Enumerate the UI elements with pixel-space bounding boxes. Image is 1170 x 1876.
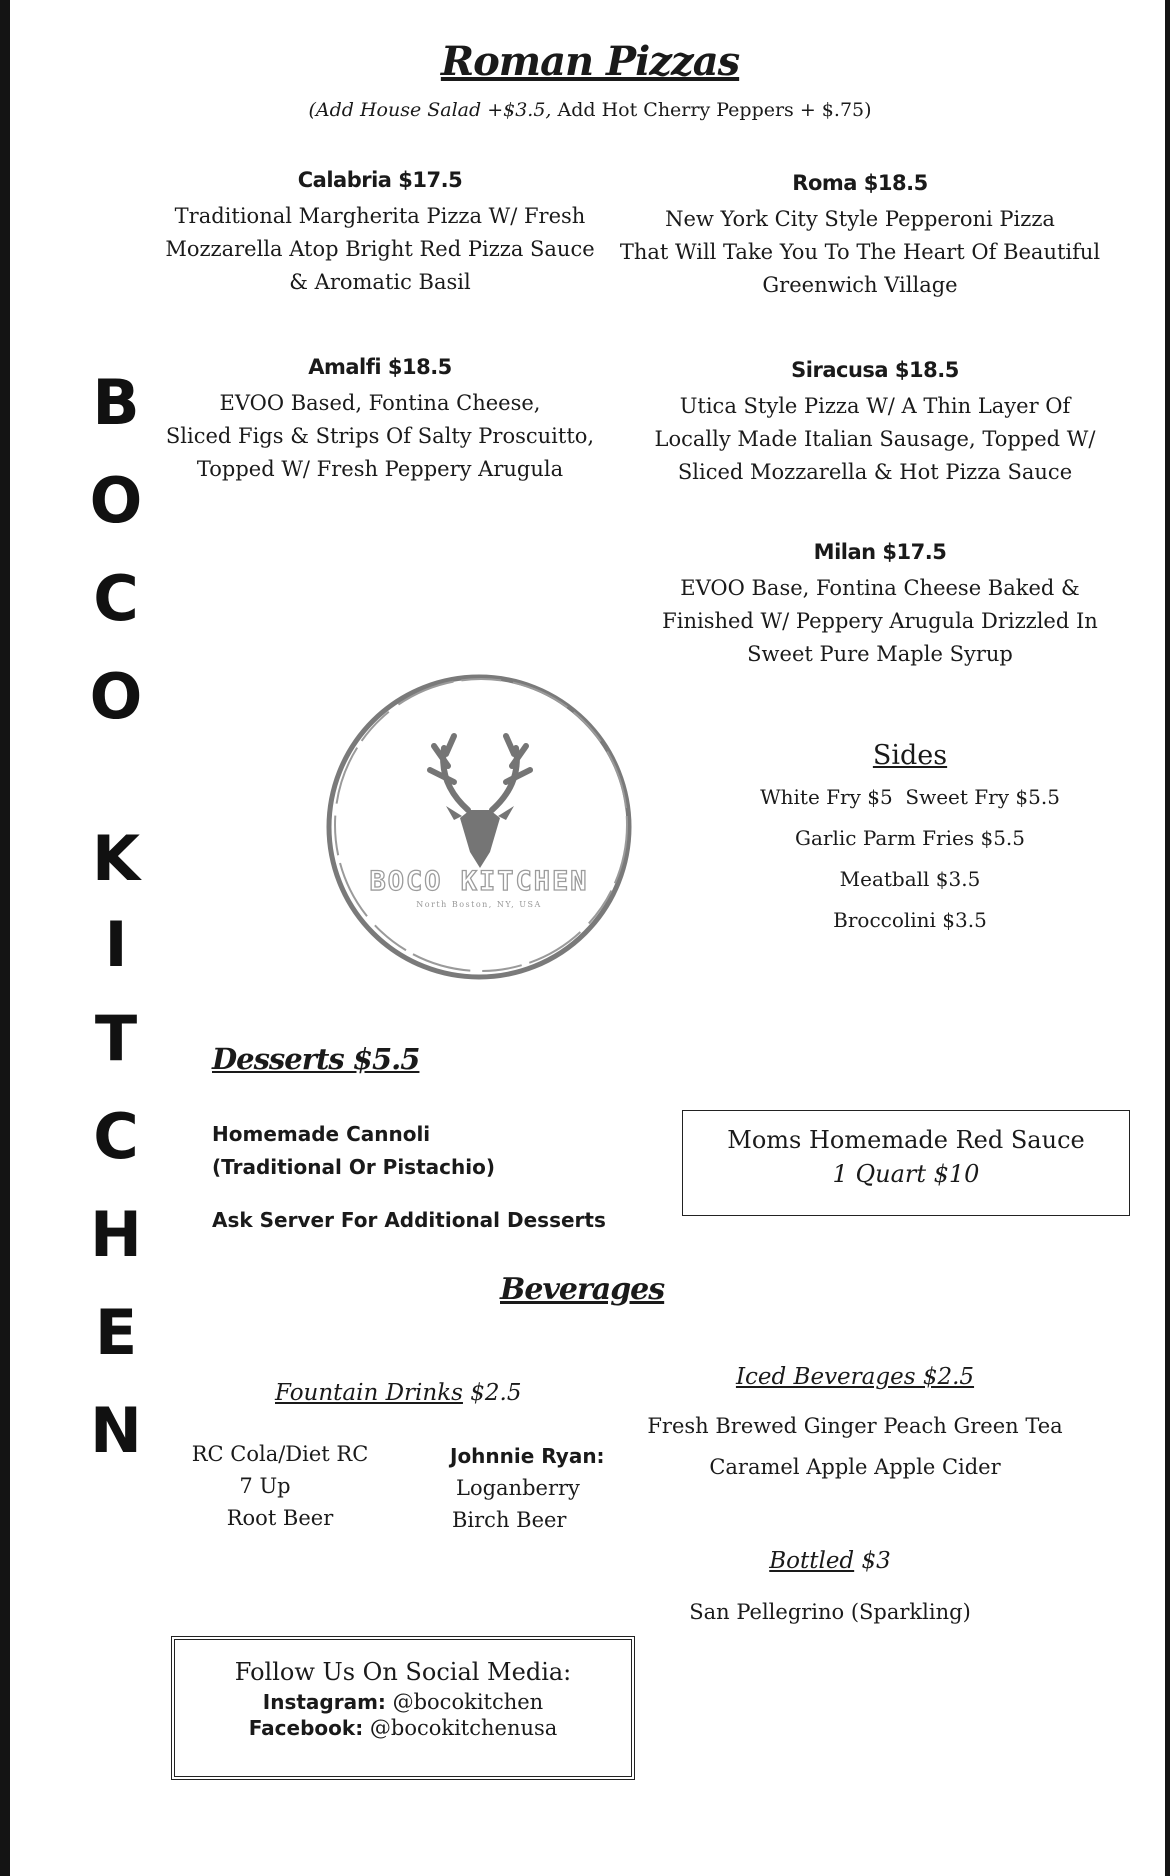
sidebar-letter: C [93,1100,139,1173]
sidebar-letter: T [94,1002,138,1075]
pizza-description [650,390,1100,489]
sides-title: Sides [872,740,948,771]
facebook-handle[interactable]: @bocokitchenusa [363,1716,558,1740]
fountain-drinks-title: Fountain Drinks [275,1380,463,1406]
pizza-name: Amalfi $18.5 [308,355,452,379]
pizza-name: Siracusa $18.5 [791,358,959,382]
sidebar-letter: O [89,464,143,537]
sauce-box [682,1110,1130,1216]
sidebar-letter: O [89,660,143,733]
description-line: & Aromatic Basil [289,270,471,294]
instagram-handle[interactable]: @bocokitchen [385,1690,544,1714]
iced-beverages-section [640,1364,1070,1488]
sidebar-letter: N [90,1394,142,1467]
logo-subtext: North Boston, NY, USA [416,900,542,909]
sides-item: Broccolini $3.5 [833,908,987,932]
social-media-box [171,1636,635,1780]
fountain-drinks-price: $2.5 [462,1380,522,1406]
iced-beverages-list [640,1406,1070,1488]
description-line: Sliced Figs & Strips Of Salty Proscuitto, [165,424,595,448]
description-line: Traditional Margherita Pizza W/ Fresh [174,204,586,228]
johnnie-ryan-list [450,1440,605,1536]
sides-item: Garlic Parm Fries $5.5 [795,826,1025,850]
bottled-section [640,1548,1020,1629]
fountain-drink-item: 7 Up [239,1474,291,1498]
fountain-drinks-heading [275,1380,521,1406]
pizza-name: Roma $18.5 [792,171,928,195]
add-on-note-italic: (Add House Salad +$3.5, [308,99,552,121]
pizza-description [150,387,610,486]
johnnie-ryan-item: Loganberry [456,1476,580,1500]
description-line: That Will Take You To The Heart Of Beautiful [619,240,1101,264]
facebook-line[interactable] [175,1716,631,1740]
dessert-item-note: (Traditional Or Pistachio) [212,1155,495,1179]
add-on-note [300,99,880,121]
pizza-name: Calabria $17.5 [297,168,463,192]
iced-beverages-title: Iced Beverages $2.5 [735,1364,975,1390]
description-line: Finished W/ Peppery Arugula Drizzled In [662,609,1098,633]
sauce-price: 1 Quart $10 [832,1160,980,1188]
pizza-item-calabria [150,168,610,299]
iced-beverage-item: Fresh Brewed Ginger Peach Green Tea [647,1414,1063,1438]
bottled-title: Bottled [769,1548,855,1574]
johnnie-ryan-item: Birch Beer [452,1508,567,1532]
sidebar-letter: C [93,562,139,635]
logo-text: BOCO KITCHEN [369,866,589,897]
instagram-label: Instagram: [262,1690,386,1714]
restaurant-logo [322,670,636,984]
instagram-line[interactable] [175,1690,631,1714]
description-line: Greenwich Village [762,273,958,297]
pizza-item-siracusa [650,358,1100,489]
deer-head-icon [430,736,530,868]
description-line: Sweet Pure Maple Syrup [747,642,1013,666]
sidebar-letter: B [92,366,140,439]
sides-list [730,777,1090,941]
iced-beverage-item: Caramel Apple Apple Cider [709,1455,1001,1479]
description-line: Utica Style Pizza W/ A Thin Layer Of [679,394,1071,418]
pizza-item-roma [615,171,1105,302]
sides-section [730,740,1090,941]
description-line: EVOO Base, Fontina Cheese Baked & [680,576,1080,600]
fountain-drink-item: Root Beer [226,1506,334,1530]
page-title: Roman Pizzas [440,38,740,85]
description-line: EVOO Based, Fontina Cheese, [219,391,541,415]
bottled-item: San Pellegrino (Sparkling) [689,1600,971,1624]
johnnie-ryan-title: Johnnie Ryan: [450,1444,605,1468]
add-on-note-rest: Add Hot Cherry Peppers + $.75) [551,99,872,121]
sauce-name: Moms Homemade Red Sauce [727,1126,1085,1154]
pizza-item-amalfi [150,355,610,486]
description-line: Locally Made Italian Sausage, Topped W/ [654,427,1096,451]
description-line: New York City Style Pepperoni Pizza [665,207,1055,231]
bottled-heading [640,1548,1020,1574]
social-title: Follow Us On Social Media: [234,1658,572,1686]
dessert-additional: Ask Server For Additional Desserts [212,1208,606,1232]
facebook-label: Facebook: [248,1716,364,1740]
fountain-drink-item: RC Cola/Diet RC [191,1442,369,1466]
dessert-item: Homemade Cannoli [212,1122,431,1146]
pizza-item-milan [655,540,1105,671]
fountain-drinks-list [190,1438,370,1534]
pizza-description [655,572,1105,671]
beverages-title: Beverages [500,1272,665,1307]
sides-item: Meatball $3.5 [839,867,981,891]
logo-graphic [322,670,636,984]
sidebar-letter: K [91,822,141,895]
description-line: Topped W/ Fresh Peppery Arugula [196,457,564,481]
desserts-list [212,1118,606,1237]
description-line: Mozzarella Atop Bright Red Pizza Sauce [165,237,595,261]
sidebar-letter: I [104,908,128,981]
desserts-title: Desserts $5.5 [212,1042,420,1076]
pizza-description [615,203,1105,302]
description-line: Sliced Mozzarella & Hot Pizza Sauce [677,460,1073,484]
bottled-price: $3 [854,1548,891,1574]
pizza-name: Milan $17.5 [813,540,947,564]
sidebar-letter: H [90,1198,142,1271]
pizza-description [150,200,610,299]
sidebar-letter: E [94,1296,138,1369]
sides-item: White Fry $5 Sweet Fry $5.5 [760,785,1060,809]
